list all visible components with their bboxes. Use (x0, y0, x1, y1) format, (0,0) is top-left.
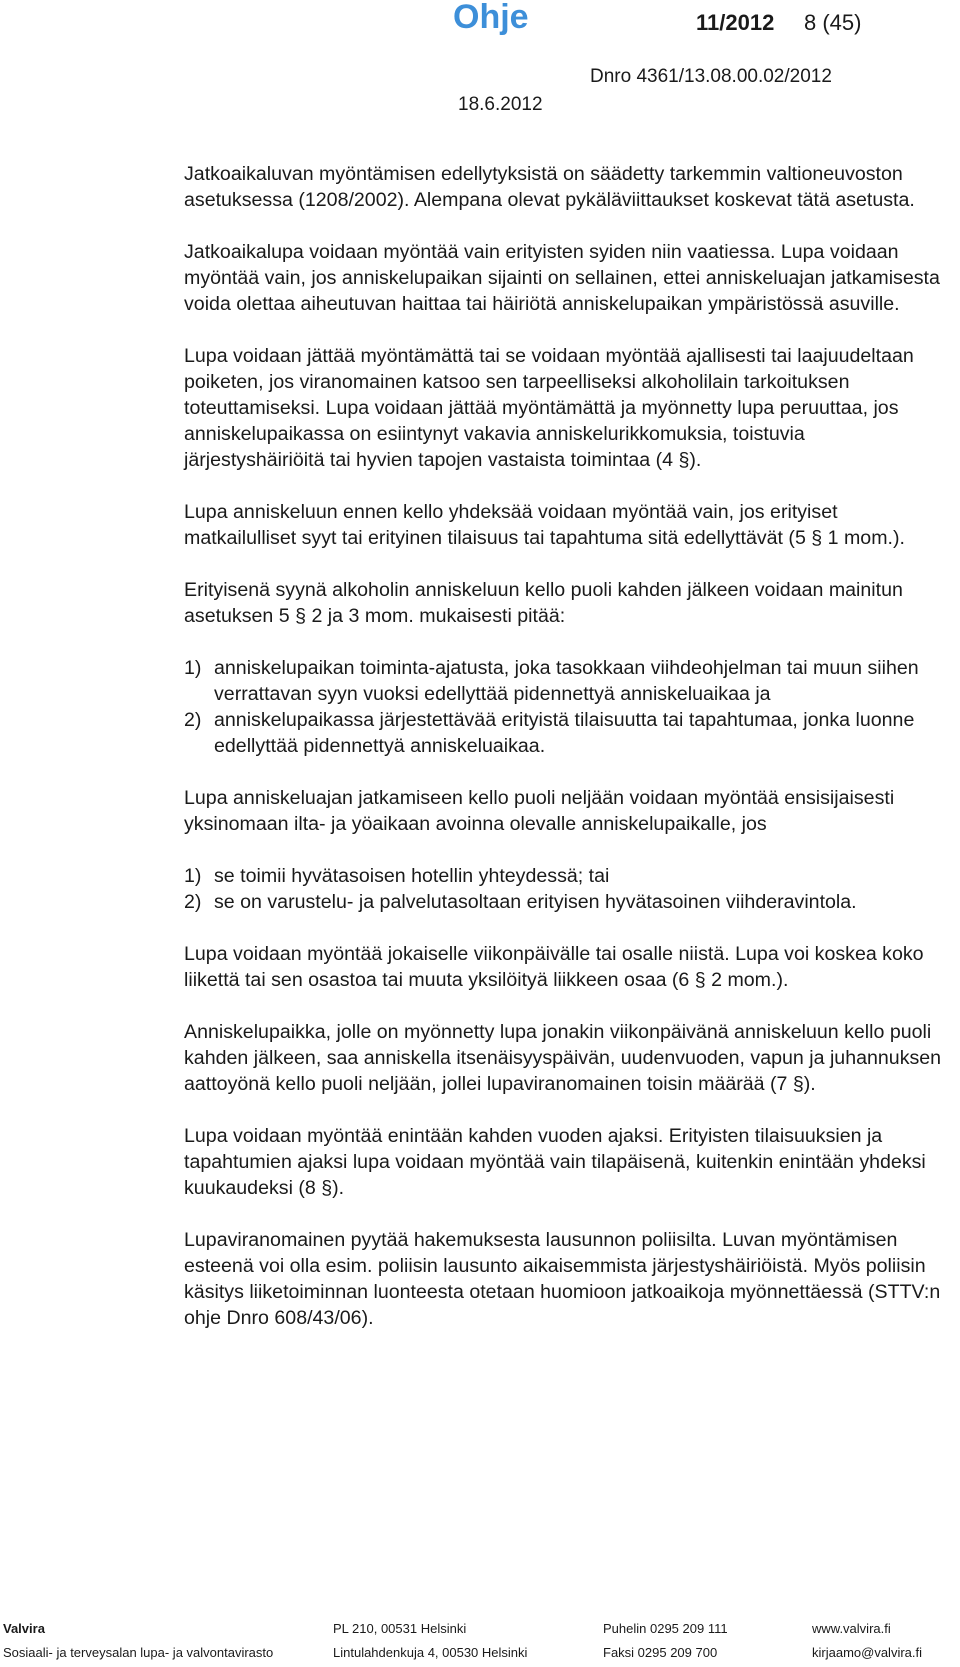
paragraph: Anniskelupaikka, jolle on myönnetty lupa jonakin viikonpäivänä anniskeluun kello puoli kahden jälkeen, saa anniskella itsenäisyyspäivän, uudenvuoden, vapun ja juhannuksen aattoyönä kello puoli neljään, jollei lupaviranomainen toisin määrää (7 §). (184, 1021, 942, 1095)
footer-fax: Faksi 0295 209 700 (603, 1645, 718, 1660)
document-body (184, 161, 944, 1357)
document-type-title: Ohje (453, 0, 529, 36)
list-item-number: 1) (184, 657, 202, 679)
list-item (184, 707, 944, 759)
list-item (184, 863, 944, 889)
paragraph: Lupa voidaan myöntää enintään kahden vuoden ajaksi. Erityisten tilaisuuksien ja tapahtumien ajaksi lupa voidaan myöntää vain tilapäisenä, kuitenkin enintään yhdeksi kuukaudeksi (8 §). (184, 1125, 926, 1199)
numbered-list (184, 863, 944, 915)
list-item-text: anniskelupaikassa järjestettävää erityistä tilaisuutta tai tapahtumaa, jonka luonne edellyttää pidennettyä anniskeluaikaa. (214, 709, 915, 757)
document-date: 18.6.2012 (458, 94, 543, 115)
list-item-text: anniskelupaikan toiminta-ajatusta, joka tasokkaan viihdeohjelman tai muun siihen verrattavan syyn vuoksi edellyttää pidennettyä anniskeluaikaa ja (214, 657, 919, 705)
footer-address-postal: PL 210, 00531 Helsinki (333, 1621, 467, 1636)
footer-address-street: Lintulahdenkuja 4, 00530 Helsinki (333, 1645, 528, 1660)
footer-email-link[interactable]: kirjaamo@valvira.fi (812, 1645, 922, 1660)
page-number: 8 (45) (804, 10, 862, 35)
paragraph: Lupaviranomainen pyytää hakemuksesta lausunnon poliisilta. Luvan myöntämisen esteenä voi olla esim. poliisin lausunto aikaisemmista järjestyshäiriöistä. Myös poliisin käsitys liiketoiminnan luonteesta otetaan huomioon jatkoaikoja myönnettäessä (STTV:n ohje Dnro 608/43/06). (184, 1229, 941, 1329)
list-item-text: se on varustelu- ja palvelutasoltaan erityisen hyvätasoinen viihderavintola. (214, 891, 857, 913)
list-item-number: 2) (184, 891, 202, 913)
paragraph: Lupa anniskeluun ennen kello yhdeksää voidaan myöntää vain, jos erityiset matkailulliset syyt tai erityinen tilaisuus tai tapahtuma sitä edellyttävät (5 § 1 mom.). (184, 501, 905, 549)
diary-number: Dnro 4361/13.08.00.02/2012 (590, 66, 832, 87)
numbered-list (184, 655, 944, 759)
document-number: 11/2012 (696, 10, 775, 35)
footer-org: Valvira (3, 1621, 45, 1636)
list-item-number: 1) (184, 865, 202, 887)
paragraph: Lupa voidaan jättää myöntämättä tai se voidaan myöntää ajallisesti tai laajuudeltaan poiketen, jos viranomainen katsoo sen tarpeelliseksi alkoholilain tarkoituksen toteuttamiseksi. Lupa voidaan jättää myöntämättä ja myönnetty lupa peruuttaa, jos anniskelupaikassa on esiintynyt vakavia anniskelurikkomuksia, toistuvia järjestyshäiriöitä tai hyvien tapojen vastaista toimintaa (4 §). (184, 345, 914, 471)
paragraph: Jatkoaikaluvan myöntämisen edellytyksistä on säädetty tarkemmin valtioneuvoston asetuksessa (1208/2002). Alempana olevat pykäläviittaukset koskevat tätä asetusta. (184, 163, 915, 211)
paragraph: Lupa voidaan myöntää jokaiselle viikonpäivälle tai osalle niistä. Lupa voi koskea koko liikettä tai sen osastoa tai muuta yksilöityä liikkeen osaa (6 § 2 mom.). (184, 943, 924, 991)
paragraph: Erityisenä syynä alkoholin anniskeluun kello puoli kahden jälkeen voidaan mainitun asetuksen 5 § 2 ja 3 mom. mukaisesti pitää: (184, 579, 903, 627)
list-item-number: 2) (184, 709, 202, 731)
paragraph: Jatkoaikalupa voidaan myöntää vain erityisten syiden niin vaatiessa. Lupa voidaan myöntää vain, jos anniskelupaikan sijainti on sellainen, ettei anniskeluajan jatkamisesta voida olettaa aiheutuvan haittaa tai häiriötä anniskelupaikan ympäristössä asuville. (184, 241, 940, 315)
list-item (184, 889, 944, 915)
list-item-text: se toimii hyvätasoisen hotellin yhteydessä; tai (214, 865, 610, 887)
footer-org-full: Sosiaali- ja terveysalan lupa- ja valvontavirasto (3, 1645, 274, 1660)
paragraph: Lupa anniskeluajan jatkamiseen kello puoli neljään voidaan myöntää ensisijaisesti yksinomaan ilta- ja yöaikaan avoinna olevalle anniskelupaikalle, jos (184, 787, 895, 835)
footer-website-link[interactable]: www.valvira.fi (812, 1621, 891, 1636)
list-item (184, 655, 944, 707)
footer-phone: Puhelin 0295 209 111 (603, 1621, 728, 1636)
